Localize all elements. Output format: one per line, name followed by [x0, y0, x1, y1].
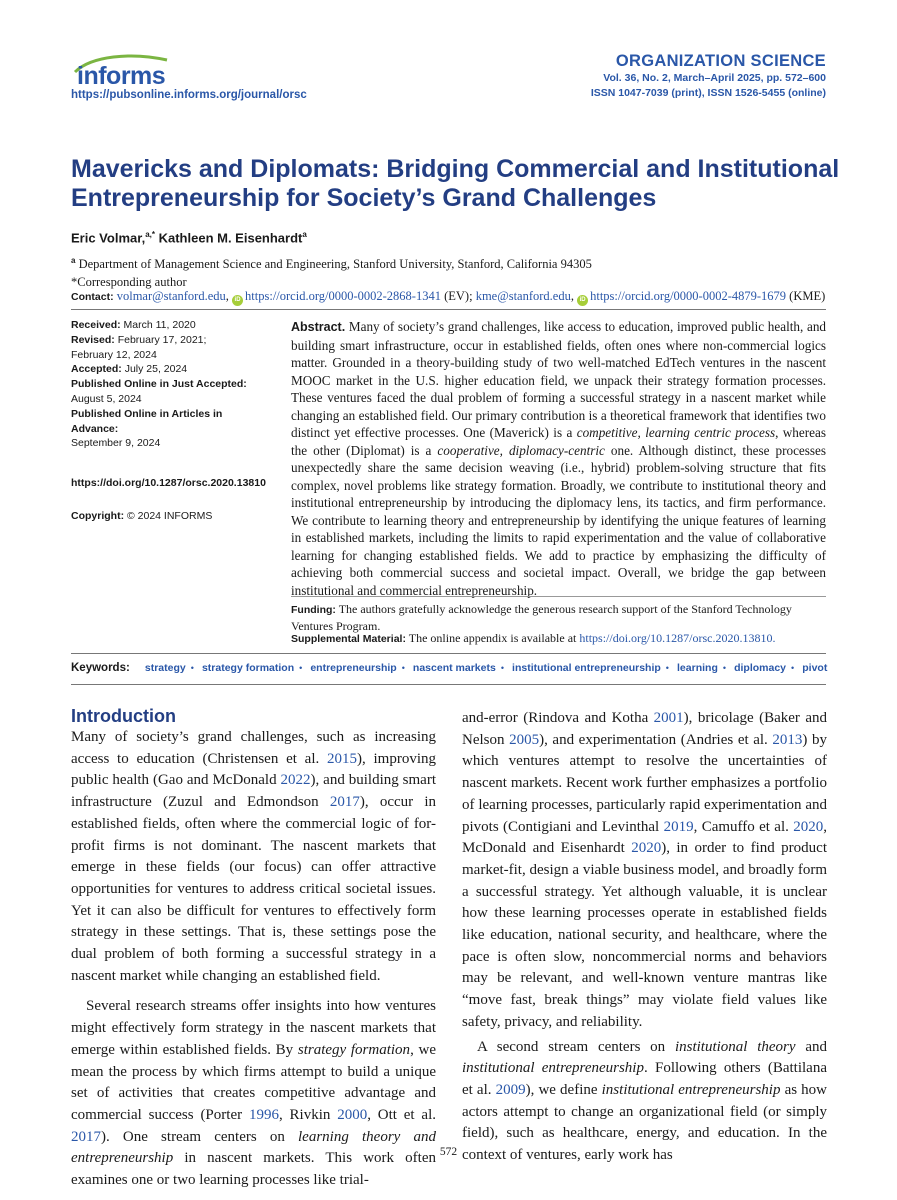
article-title: Mavericks and Diplomats: Bridging Commercial and Institutional Entrepreneurship for Society’s Grand Challenges: [71, 155, 840, 212]
keyword[interactable]: strategy: [144, 662, 186, 674]
keyword[interactable]: learning: [677, 662, 718, 674]
keyword[interactable]: strategy formation: [201, 662, 295, 674]
received-date: March 11, 2020: [123, 319, 196, 331]
keywords: [71, 662, 827, 674]
logo-wordmark: informs: [77, 62, 166, 90]
body-column-right: [462, 708, 827, 1167]
paragraph: A second stream centers on institutional theory and institutional entrepreneurship. Following others (Battilana et al. 2009), we define institutional entrepreneurship as how actors attempt to change an organizational field (or simply field), such as healthcare, energy, and education. In the context of ventures, early work has: [462, 1038, 828, 1164]
affiliation-marker: a: [71, 256, 76, 265]
advance-label: Published Online in Articles in Advance:: [71, 407, 223, 435]
abstract-text-2: , whereas the other (Diplomat) is a: [291, 425, 826, 458]
journal-issn: ISSN 1047-7039 (print), ISSN 1526-5455 (online): [590, 87, 826, 99]
funding-label: Funding:: [291, 604, 336, 616]
citation[interactable]: 2001: [653, 710, 684, 726]
affiliation: Department of Management Science and Engineering, Stanford University, Stanford, California 94305: [78, 257, 592, 272]
keyword[interactable]: institutional entrepreneurship: [512, 662, 661, 674]
article-history: [71, 318, 271, 524]
contact-line: Contact: volmar@stanford.edu, iD https://orcid.org/0000-0002-2868-1341 (EV); kme@stanford.edu, iD https://orcid.org/0000-0002-4879-1679 (KME): [71, 289, 825, 306]
paragraph: Many of society’s grand challenges, such as increasing access to education (Christensen et al. 2015), improving public health (Gao and McDonald 2022), and building smart infrastructure (Zuzul and Edmondson 2017), occur in established fields, often where the commercial logic of for-profit firms is not dominant. The nascent markets that emerge in these fields (our focus) can offer attractive opportunities for ventures to address critical societal issues. Yet it can also be difficult for ventures to effectively form strategy in these settings. That is, these settings pose the dual problem of both forming a successful strategy in a nascent market while changing an established field.: [71, 729, 436, 984]
keyword-separator: •: [722, 663, 727, 673]
citation[interactable]: 2017: [329, 794, 360, 811]
accepted-label: Accepted:: [71, 363, 122, 376]
just-accepted-date: August 5, 2024: [71, 392, 142, 405]
supplemental-note: [291, 630, 826, 647]
abstract-em-2: cooperative, diplomacy-centric: [437, 442, 605, 458]
keyword[interactable]: nascent markets: [412, 662, 496, 674]
citation[interactable]: 2005: [509, 731, 540, 748]
orcid-link-volmar[interactable]: https://orcid.org/0000-0002-2868-1341: [245, 289, 441, 303]
corresponding-note: *Corresponding author: [71, 275, 187, 290]
orcid-icon: iD: [577, 295, 588, 306]
abstract-text-3: one. Although distinct, these processes unexpectedly share the same decision weaving (i.e., hybrid) problem-solving structure that fits complex, novel problems like strategy formation. Broadly, we contribute to institutional theory and institutional entrepreneurship by introducing the diplomacy lens, its tactics, and firm performance. We contribute to learning theory and entrepreneurship by identifying the unique features of learning in established markets, including the limits to rapid experimentation and the value of collaborative learning for changing established fields. We add to practice by emphasizing the difficulty of achieving both commercial success and societal impact. Overall, we bridge the gap between institutional and commercial entrepreneurship.: [291, 442, 827, 598]
abstract: [291, 318, 826, 599]
section-heading-introduction: Introduction: [71, 706, 176, 726]
keywords-top-divider: [71, 653, 826, 654]
informs-logo: [71, 54, 191, 90]
email-volmar[interactable]: volmar@stanford.edu: [116, 289, 226, 303]
orcid-tag-volmar: (EV);: [444, 289, 473, 303]
journal-url[interactable]: https://pubsonline.informs.org/journal/orsc: [71, 89, 307, 101]
author-list: [71, 230, 307, 245]
body-column-left: [71, 706, 436, 1192]
citation[interactable]: 2020: [631, 840, 662, 857]
supplemental-label: Supplemental Material:: [291, 633, 406, 645]
orcid-tag-eisenhardt: (KME): [789, 289, 826, 303]
affiliation-block: [71, 252, 851, 291]
abstract-divider: [291, 596, 826, 597]
paragraph: Several research streams offer insights into how ventures might effectively form strategy in the nascent markets that emerge within established fields. By strategy formation, we mean the process by which firms attempt to build a unique set of activities that creates competitive advantage and commercial success (Porter 1996, Rivkin 2000, Ott et al. 2017). One stream centers on learning theory and entrepreneurship in nascent markets. This work often examines one or two learning processes like trial-: [71, 998, 436, 1189]
author-volmar: Eric Volmar,: [71, 230, 146, 246]
abstract-em-1: competitive, learning centric process: [576, 425, 776, 440]
keywords-bottom-divider: [71, 684, 826, 685]
orcid-link-eisenhardt[interactable]: https://orcid.org/0000-0002-4879-1679: [590, 289, 787, 303]
keyword-separator: •: [299, 663, 303, 673]
keyword-separator: •: [791, 663, 795, 673]
revised-label: Revised:: [71, 333, 115, 346]
orcid-icon: iD: [232, 295, 243, 306]
keyword[interactable]: diplomacy: [734, 662, 787, 674]
keyword-separator: •: [401, 663, 405, 673]
abstract-label: Abstract.: [291, 320, 346, 334]
keyword[interactable]: pivot: [802, 662, 828, 674]
citation[interactable]: 2017: [71, 1128, 101, 1145]
journal-info: [591, 52, 826, 101]
copyright-text: © 2024 INFORMS: [127, 509, 213, 522]
keyword[interactable]: entrepreneurship: [310, 662, 397, 674]
copyright-label: Copyright:: [71, 509, 125, 522]
citation[interactable]: 2020: [793, 818, 824, 835]
supplemental-text: The online appendix is available at: [408, 631, 577, 645]
citation[interactable]: 1996: [248, 1106, 279, 1123]
just-accepted-label: Published Online in Just Accepted:: [71, 378, 247, 391]
journal-name: ORGANIZATION SCIENCE: [615, 52, 826, 70]
citation[interactable]: 2013: [772, 731, 803, 748]
funding-text: The authors gratefully acknowledge the generous research support of the Stanford Technology Ventures Program.: [291, 602, 792, 633]
citation[interactable]: 2019: [663, 818, 694, 835]
accepted-date: July 25, 2024: [124, 363, 188, 376]
contact-label: Contact:: [71, 291, 114, 303]
email-eisenhardt[interactable]: kme@stanford.edu: [475, 289, 571, 303]
revised-date-2: February 12, 2024: [71, 348, 157, 361]
supplemental-link[interactable]: https://doi.org/10.1287/orsc.2020.13810.: [579, 631, 776, 645]
revised-date-1: February 17, 2021;: [117, 333, 207, 346]
advance-date: September 9, 2024: [71, 437, 161, 450]
citation[interactable]: 2000: [337, 1106, 368, 1123]
article-doi[interactable]: https://doi.org/10.1287/orsc.2020.13810: [71, 477, 266, 490]
received-label: Received:: [71, 319, 121, 331]
citation[interactable]: 2022: [280, 772, 311, 789]
citation[interactable]: 2015: [327, 750, 357, 767]
keyword-separator: •: [665, 663, 669, 673]
citation[interactable]: 2009: [495, 1081, 526, 1098]
journal-volume: Vol. 36, No. 2, March–April 2025, pp. 572–600: [603, 72, 826, 84]
header-divider: [71, 309, 826, 310]
author-eisenhardt: Kathleen M. Eisenhardt: [158, 230, 303, 246]
keywords-label: Keywords:: [71, 662, 130, 674]
keyword-separator: •: [190, 663, 194, 673]
author-eisenhardt-sup: a: [302, 230, 307, 239]
page-number: 572: [439, 1146, 458, 1158]
abstract-text-1: Many of society’s grand challenges, like access to education, improved public health, and building smart infrastructure, occur in established fields, often ones where non-commercial logics matter. Grounded in a theory-building study of two well-matched EdTech ventures in the nascent MOOC market in the U.S. higher education field, we unpack their strategy formation processes. These ventures faced the dual problem of forming a successful strategy in a nascent market while changing an established field. Our primary contribution is a theoretical framework that identifies two distinct yet effective processes. One (Maverick) is a: [291, 319, 827, 440]
author-volmar-sup: a,*: [145, 230, 155, 239]
paragraph: and-error (Rindova and Kotha 2001), bricolage (Baker and Nelson 2005), and experimentation (Andries et al. 2013) by which ventures attempt to resolve the uncertainties of nascent markets. Recent work further emphasizes a portfolio of learning processes, particularly rapid experimentation and pivots (Contigiani and Levinthal 2019, Camuffo et al. 2020, McDonald and Eisenhardt 2020), in order to find product market-fit, design a viable business model, and broadly form a successful strategy. Yet although valuable, it is unclear how these learning processes operate in established fields like education, national security, and healthcare, where the pace is often slow, noncommercial norms and behaviors may be relevant, and well-known venture mantras like “move fast, break things” may violate field values like safety, privacy, and reliability.: [462, 710, 827, 1030]
keyword-separator: •: [500, 663, 504, 673]
